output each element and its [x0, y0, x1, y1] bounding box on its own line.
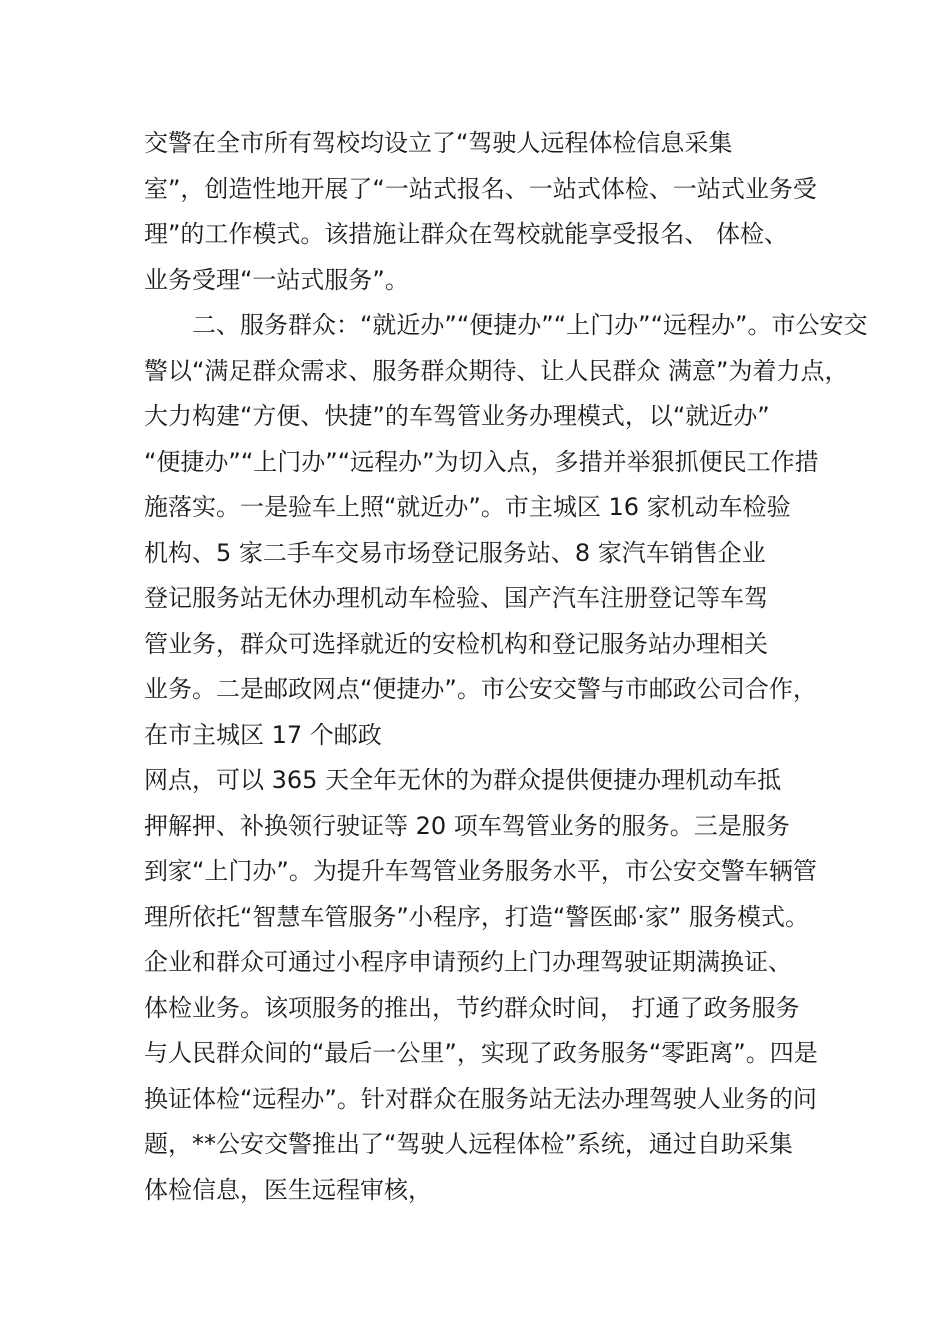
text-line: 登记服务站无休办理机动车检验、国产汽车注册登记等车驾 — [144, 584, 768, 612]
text-line: 理所依托“智慧车管服务”小程序，打造“警医邮·家” 服务模式。 — [144, 902, 809, 931]
text-line: 警以“满足群众需求、服务群众期待、让人民群众 满意”为着力点， — [144, 356, 849, 385]
text-line: 室”，创造性地开展了“一站式报名、一站式体检、一站式业务受 — [144, 174, 817, 203]
text-line: 体检信息，医生远程审核， — [144, 1175, 432, 1204]
text-line: 机构、5 家二手车交易市场登记服务站、8 家汽车销售企业 — [144, 538, 766, 567]
text-line: 体检业务。该项服务的推出，节约群众时间， 打通了政务服务 — [144, 993, 800, 1022]
text-line: 与人民群众间的“最后一公里”，实现了政务服务“零距离”。四是 — [144, 1039, 818, 1067]
text-line: 业务受理“一站式服务”。 — [144, 265, 409, 294]
body-text — [144, 121, 868, 1213]
text-line: “便捷办”“上门办”“远程办”为切入点，多措并举狠抓便民工作措 — [144, 447, 819, 476]
text-line: 题，**公安交警推出了“驾驶人远程体检”系统，通过自助采集 — [144, 1130, 793, 1158]
text-line: 施落实。一是验车上照“就近办”。市主城区 16 家机动车检验 — [144, 493, 791, 521]
text-line: 换证体检“远程办”。针对群众在服务站无法办理驾驶人业务的问 — [144, 1084, 817, 1113]
text-line: 管业务，群众可选择就近的安检机构和登记服务站办理相关 — [144, 629, 768, 658]
text-line: 网点，可以 365 天全年无休的为群众提供便捷办理机动车抵 — [144, 766, 782, 794]
text-line: 押解押、补换领行驶证等 20 项车驾管业务的服务。三是服务 — [144, 811, 790, 840]
text-line: 交警在全市所有驾校均设立了“驾驶人远程体检信息采集 — [144, 129, 733, 157]
text-line: 大力构建“方便、快捷”的车驾管业务办理模式，以“就近办” — [144, 402, 770, 430]
text-line: 企业和群众可通过小程序申请预约上门办理驾驶证期满换证、 — [144, 948, 792, 976]
text-line: 在市主城区 17 个邮政 — [144, 720, 382, 749]
section-heading-line: 二、服务群众：“就近办”“便捷办”“上门办”“远程办”。市公安交 — [192, 311, 868, 339]
text-line: 理”的工作模式。该措施让群众在驾校就能享受报名、 体检、 — [144, 220, 789, 248]
text-line: 业务。二是邮政网点“便捷办”。市公安交警与市邮政公司合作， — [144, 675, 817, 703]
text-line: 到家“上门办”。为提升车驾管业务服务水平，市公安交警车辆管 — [144, 857, 817, 885]
